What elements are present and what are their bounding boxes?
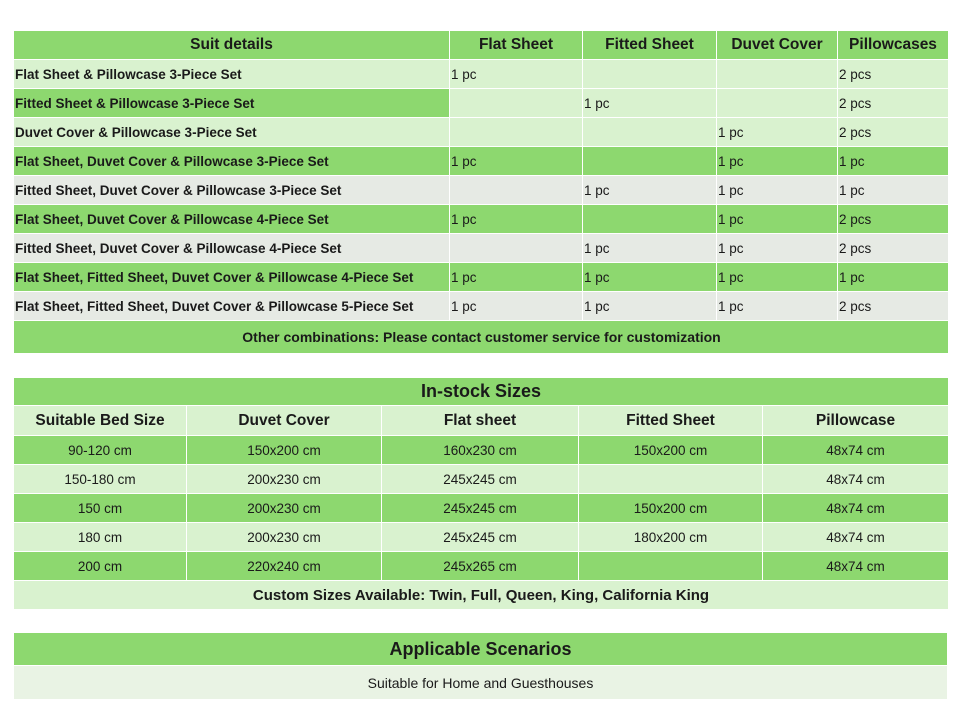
suit-duvet: [717, 60, 838, 89]
suit-duvet: 1 pc: [717, 234, 838, 263]
fitted-size: [579, 552, 763, 581]
flat-size: 245x245 cm: [382, 494, 579, 523]
suit-fitted: 1 pc: [583, 263, 717, 292]
table-row: [14, 60, 949, 89]
bed-size: 200 cm: [14, 552, 187, 581]
header-flat-sheet: Flat Sheet: [450, 31, 583, 60]
duvet-size: 200x230 cm: [187, 494, 382, 523]
suit-duvet: 1 pc: [717, 147, 838, 176]
bed-size: 180 cm: [14, 523, 187, 552]
suit-fitted: 1 pc: [583, 234, 717, 263]
suit-flat: 1 pc: [450, 292, 583, 321]
table-row: [14, 263, 949, 292]
suit-flat: 1 pc: [450, 205, 583, 234]
duvet-size: 220x240 cm: [187, 552, 382, 581]
suits-footer-note: Other combinations: Please contact customer service for customization: [14, 321, 949, 354]
header-pillowcases: Pillowcases: [838, 31, 949, 60]
suit-name: Flat Sheet, Duvet Cover & Pillowcase 4-Piece Set: [14, 205, 450, 234]
header-fitted-sheet: Fitted Sheet: [579, 406, 763, 436]
suit-flat: 1 pc: [450, 60, 583, 89]
suit-name: Fitted Sheet, Duvet Cover & Pillowcase 4-Piece Set: [14, 234, 450, 263]
table-row: [14, 292, 949, 321]
pillow-size: 48x74 cm: [763, 465, 949, 494]
table-row: [14, 205, 949, 234]
pillow-size: 48x74 cm: [763, 552, 949, 581]
suit-name: Flat Sheet, Fitted Sheet, Duvet Cover & Pillowcase 4-Piece Set: [14, 263, 450, 292]
table-row: [14, 465, 949, 494]
fitted-size: 150x200 cm: [579, 494, 763, 523]
suit-duvet: 1 pc: [717, 205, 838, 234]
suit-pillow: 2 pcs: [838, 205, 949, 234]
suit-flat: [450, 176, 583, 205]
suit-pillow: 2 pcs: [838, 292, 949, 321]
suit-fitted: [583, 118, 717, 147]
suit-flat: [450, 89, 583, 118]
fitted-size: [579, 465, 763, 494]
suit-fitted: [583, 60, 717, 89]
sizes-title: In-stock Sizes: [14, 378, 949, 406]
table-row: [14, 89, 949, 118]
table-row: [14, 523, 949, 552]
suit-name: Flat Sheet & Pillowcase 3-Piece Set: [14, 60, 450, 89]
suit-name: Flat Sheet, Duvet Cover & Pillowcase 3-Piece Set: [14, 147, 450, 176]
table-row: [14, 552, 949, 581]
suit-flat: [450, 234, 583, 263]
header-pillowcase: Pillowcase: [763, 406, 949, 436]
suit-duvet: 1 pc: [717, 176, 838, 205]
suit-name: Fitted Sheet, Duvet Cover & Pillowcase 3-Piece Set: [14, 176, 450, 205]
suit-fitted: 1 pc: [583, 292, 717, 321]
bed-size: 90-120 cm: [14, 436, 187, 465]
table-row: [14, 176, 949, 205]
suit-duvet: 1 pc: [717, 292, 838, 321]
suit-duvet: 1 pc: [717, 118, 838, 147]
suit-name: Fitted Sheet & Pillowcase 3-Piece Set: [14, 89, 450, 118]
suit-flat: [450, 118, 583, 147]
table-row: [14, 147, 949, 176]
header-duvet-cover: Duvet Cover: [717, 31, 838, 60]
flat-size: 245x265 cm: [382, 552, 579, 581]
suit-pillow: 1 pc: [838, 176, 949, 205]
pillow-size: 48x74 cm: [763, 494, 949, 523]
bed-size: 150-180 cm: [14, 465, 187, 494]
flat-size: 245x245 cm: [382, 523, 579, 552]
flat-size: 245x245 cm: [382, 465, 579, 494]
table-row: [14, 436, 949, 465]
table-row: [14, 494, 949, 523]
scenarios-text: Suitable for Home and Guesthouses: [14, 666, 948, 700]
pillow-size: 48x74 cm: [763, 436, 949, 465]
suit-pillow: 2 pcs: [838, 60, 949, 89]
header-duvet-cover: Duvet Cover: [187, 406, 382, 436]
pillow-size: 48x74 cm: [763, 523, 949, 552]
suit-duvet: 1 pc: [717, 263, 838, 292]
suit-pillow: 1 pc: [838, 263, 949, 292]
suit-pillow: 2 pcs: [838, 234, 949, 263]
suit-details-table: [13, 30, 949, 354]
suit-fitted: [583, 205, 717, 234]
bed-size: 150 cm: [14, 494, 187, 523]
suit-duvet: [717, 89, 838, 118]
suit-flat: 1 pc: [450, 263, 583, 292]
suit-name: Flat Sheet, Fitted Sheet, Duvet Cover & Pillowcase 5-Piece Set: [14, 292, 450, 321]
duvet-size: 200x230 cm: [187, 465, 382, 494]
scenarios-title: Applicable Scenarios: [14, 633, 948, 666]
flat-size: 160x230 cm: [382, 436, 579, 465]
suit-flat: 1 pc: [450, 147, 583, 176]
suit-fitted: 1 pc: [583, 176, 717, 205]
scenarios-table: [13, 632, 948, 700]
suit-pillow: 1 pc: [838, 147, 949, 176]
suit-name: Duvet Cover & Pillowcase 3-Piece Set: [14, 118, 450, 147]
header-bed-size: Suitable Bed Size: [14, 406, 187, 436]
duvet-size: 150x200 cm: [187, 436, 382, 465]
table-row: [14, 118, 949, 147]
suit-pillow: 2 pcs: [838, 118, 949, 147]
header-fitted-sheet: Fitted Sheet: [583, 31, 717, 60]
duvet-size: 200x230 cm: [187, 523, 382, 552]
header-suit-details: Suit details: [14, 31, 450, 60]
sizes-footer-note: Custom Sizes Available: Twin, Full, Queen, King, California King: [14, 581, 949, 610]
header-flat-sheet: Flat sheet: [382, 406, 579, 436]
table-row: [14, 234, 949, 263]
sizes-table: [13, 377, 949, 610]
suit-fitted: [583, 147, 717, 176]
fitted-size: 180x200 cm: [579, 523, 763, 552]
suit-fitted: 1 pc: [583, 89, 717, 118]
suit-pillow: 2 pcs: [838, 89, 949, 118]
fitted-size: 150x200 cm: [579, 436, 763, 465]
